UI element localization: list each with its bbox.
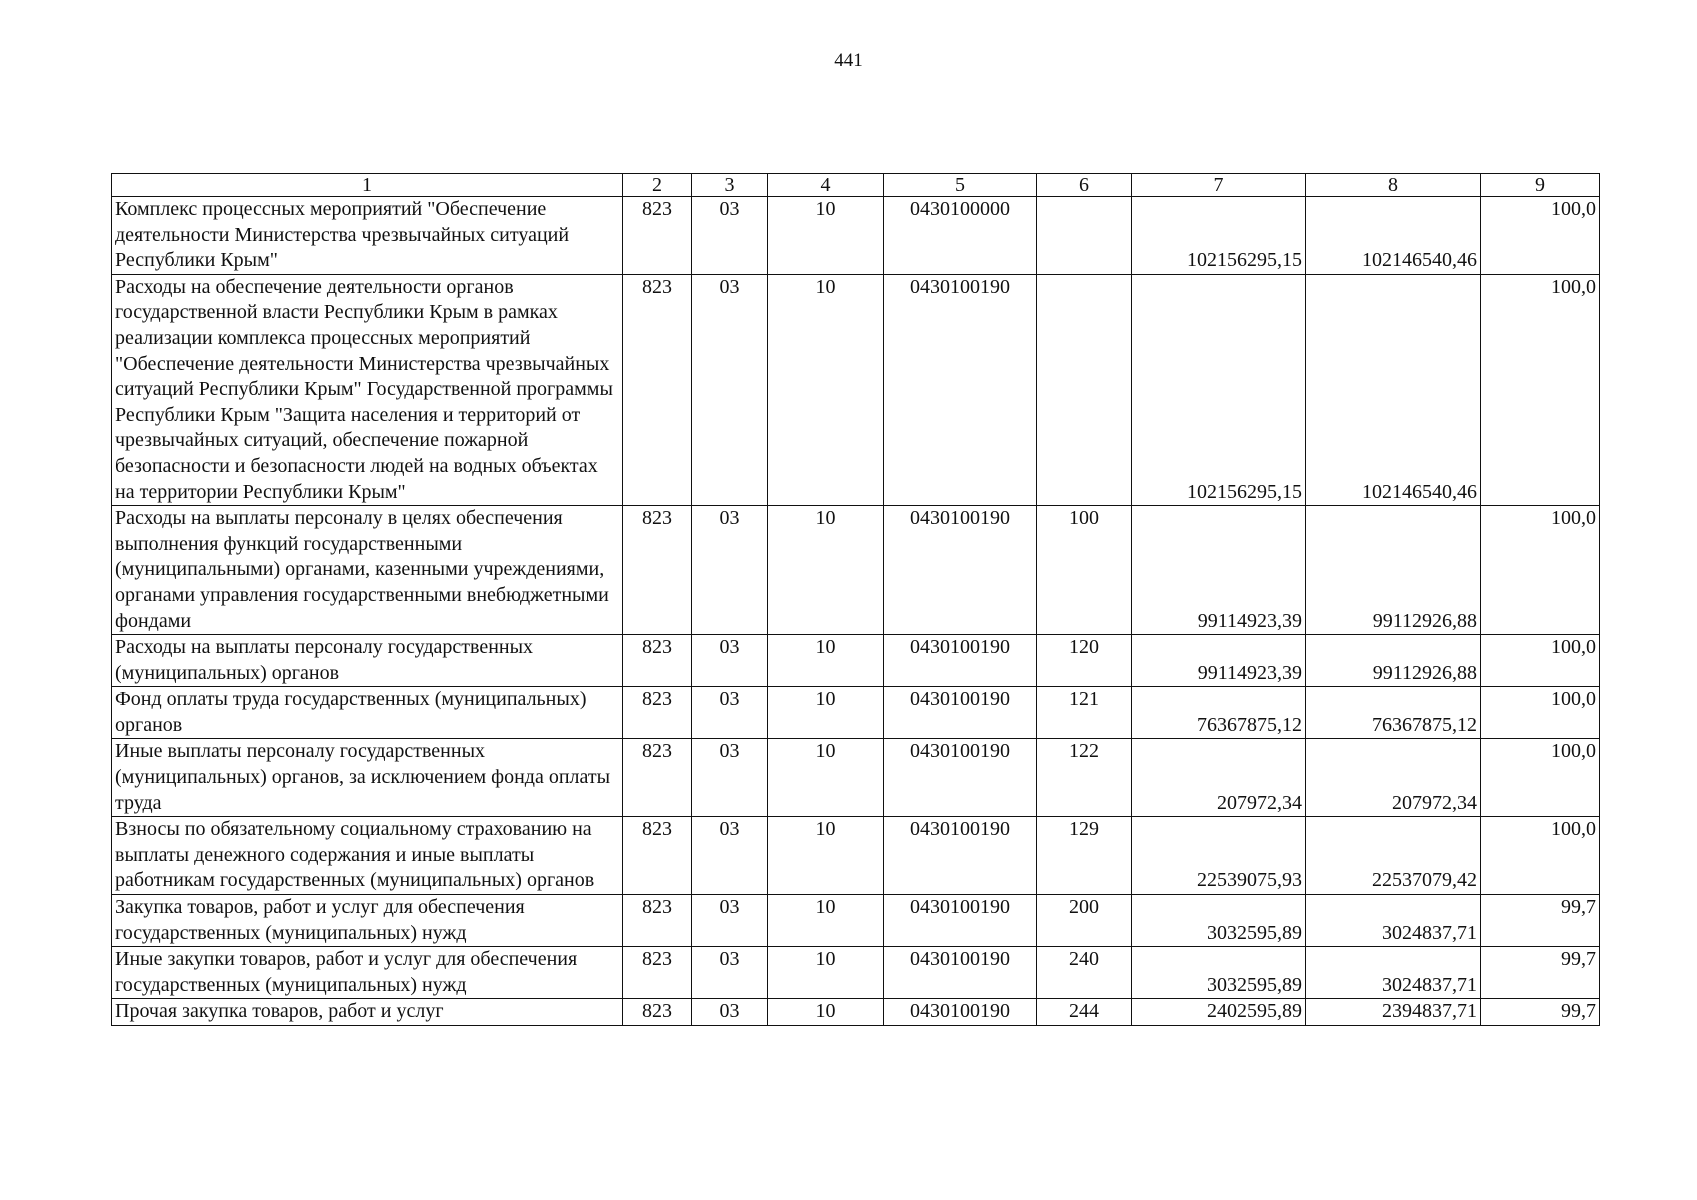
- row-name: Закупка товаров, работ и услуг для обеспечения государственных (муниципальных) нужд: [112, 895, 623, 947]
- cell-code-4: 10: [768, 817, 884, 895]
- cell-amount-7: 99114923,39: [1132, 635, 1306, 687]
- cell-amount-8: 3024837,71: [1306, 895, 1481, 947]
- table-row: [112, 817, 1600, 895]
- table-row: [112, 274, 1600, 505]
- table-row: [112, 999, 1600, 1026]
- column-header: 1: [112, 174, 623, 197]
- cell-code-3: 03: [692, 739, 768, 817]
- cell-percent-9: 100,0: [1481, 274, 1600, 505]
- cell-amount-8: 76367875,12: [1306, 687, 1481, 739]
- cell-amount-7: 99114923,39: [1132, 506, 1306, 635]
- column-header: 2: [623, 174, 692, 197]
- row-name: Расходы на обеспечение деятельности органов государственной власти Республики Крым в рамках реализации комплекса процессных мероприятий "Обеспечение деятельности Министерства чрезвычайных ситуаций Республики Крым" Государственной программы Республики Крым "Защита населения и территорий от чрезвычайных ситуаций, обеспечение пожарной безопасности и безопасности людей на водных объектах на территории Республики Крым": [112, 274, 623, 505]
- cell-code-5: 0430100190: [884, 999, 1037, 1026]
- cell-percent-9: 99,7: [1481, 895, 1600, 947]
- cell-code-2: 823: [623, 687, 692, 739]
- row-name: Иные закупки товаров, работ и услуг для обеспечения государственных (муниципальных) нужд: [112, 947, 623, 999]
- cell-code-6: 120: [1037, 635, 1132, 687]
- column-header: 3: [692, 174, 768, 197]
- cell-code-3: 03: [692, 999, 768, 1026]
- cell-code-6: 100: [1037, 506, 1132, 635]
- cell-code-3: 03: [692, 817, 768, 895]
- cell-code-6: 122: [1037, 739, 1132, 817]
- table-row: [112, 739, 1600, 817]
- cell-percent-9: 99,7: [1481, 947, 1600, 999]
- cell-percent-9: 100,0: [1481, 739, 1600, 817]
- cell-amount-7: 3032595,89: [1132, 947, 1306, 999]
- cell-amount-8: 102146540,46: [1306, 197, 1481, 275]
- row-name: Иные выплаты персоналу государственных (муниципальных) органов, за исключением фонда оплаты труда: [112, 739, 623, 817]
- cell-code-5: 0430100190: [884, 635, 1037, 687]
- cell-percent-9: 99,7: [1481, 999, 1600, 1026]
- cell-code-2: 823: [623, 947, 692, 999]
- column-header: 6: [1037, 174, 1132, 197]
- cell-code-2: 823: [623, 635, 692, 687]
- cell-code-3: 03: [692, 506, 768, 635]
- cell-code-5: 0430100000: [884, 197, 1037, 275]
- cell-percent-9: 100,0: [1481, 197, 1600, 275]
- row-name: Комплекс процессных мероприятий "Обеспечение деятельности Министерства чрезвычайных ситуаций Республики Крым": [112, 197, 623, 275]
- cell-code-6: 121: [1037, 687, 1132, 739]
- cell-code-5: 0430100190: [884, 895, 1037, 947]
- cell-code-3: 03: [692, 947, 768, 999]
- cell-code-6: [1037, 274, 1132, 505]
- cell-amount-8: 22537079,42: [1306, 817, 1481, 895]
- cell-code-5: 0430100190: [884, 274, 1037, 505]
- row-name: Фонд оплаты труда государственных (муниципальных) органов: [112, 687, 623, 739]
- cell-code-3: 03: [692, 687, 768, 739]
- cell-percent-9: 100,0: [1481, 635, 1600, 687]
- cell-code-6: 240: [1037, 947, 1132, 999]
- table-row: [112, 687, 1600, 739]
- column-header: 5: [884, 174, 1037, 197]
- cell-code-4: 10: [768, 274, 884, 505]
- row-name: Расходы на выплаты персоналу государственных (муниципальных) органов: [112, 635, 623, 687]
- cell-amount-7: 76367875,12: [1132, 687, 1306, 739]
- table-row: [112, 635, 1600, 687]
- cell-code-4: 10: [768, 947, 884, 999]
- column-header: 4: [768, 174, 884, 197]
- cell-code-2: 823: [623, 895, 692, 947]
- row-name: Расходы на выплаты персоналу в целях обеспечения выполнения функций государственными (муниципальными) органами, казенными учреждениями, органами управления государственными внебюджетными фондами: [112, 506, 623, 635]
- table-row: [112, 895, 1600, 947]
- row-name: Взносы по обязательному социальному страхованию на выплаты денежного содержания и иные выплаты работникам государственных (муниципальных) органов: [112, 817, 623, 895]
- cell-amount-7: 102156295,15: [1132, 197, 1306, 275]
- cell-code-3: 03: [692, 274, 768, 505]
- cell-code-5: 0430100190: [884, 817, 1037, 895]
- table-row: [112, 506, 1600, 635]
- column-header: 8: [1306, 174, 1481, 197]
- cell-amount-8: 3024837,71: [1306, 947, 1481, 999]
- cell-code-4: 10: [768, 197, 884, 275]
- cell-code-3: 03: [692, 197, 768, 275]
- cell-amount-8: 99112926,88: [1306, 635, 1481, 687]
- table-row: [112, 197, 1600, 275]
- cell-code-4: 10: [768, 739, 884, 817]
- column-header: 9: [1481, 174, 1600, 197]
- cell-code-5: 0430100190: [884, 687, 1037, 739]
- cell-code-2: 823: [623, 999, 692, 1026]
- cell-code-4: 10: [768, 999, 884, 1026]
- table-row: [112, 947, 1600, 999]
- cell-code-2: 823: [623, 197, 692, 275]
- cell-percent-9: 100,0: [1481, 817, 1600, 895]
- column-header: 7: [1132, 174, 1306, 197]
- cell-code-6: 129: [1037, 817, 1132, 895]
- cell-amount-8: 207972,34: [1306, 739, 1481, 817]
- budget-table: [111, 173, 1600, 1026]
- cell-amount-7: 2402595,89: [1132, 999, 1306, 1026]
- cell-code-2: 823: [623, 274, 692, 505]
- row-name: Прочая закупка товаров, работ и услуг: [112, 999, 623, 1026]
- cell-amount-8: 102146540,46: [1306, 274, 1481, 505]
- cell-code-5: 0430100190: [884, 506, 1037, 635]
- cell-code-3: 03: [692, 635, 768, 687]
- cell-code-2: 823: [623, 739, 692, 817]
- cell-code-2: 823: [623, 817, 692, 895]
- cell-code-6: [1037, 197, 1132, 275]
- cell-code-4: 10: [768, 895, 884, 947]
- cell-percent-9: 100,0: [1481, 506, 1600, 635]
- cell-amount-8: 99112926,88: [1306, 506, 1481, 635]
- cell-code-3: 03: [692, 895, 768, 947]
- cell-code-6: 244: [1037, 999, 1132, 1026]
- header-row: [112, 174, 1600, 197]
- cell-amount-7: 22539075,93: [1132, 817, 1306, 895]
- cell-code-4: 10: [768, 687, 884, 739]
- cell-code-5: 0430100190: [884, 739, 1037, 817]
- page-number: 441: [834, 50, 863, 71]
- cell-amount-8: 2394837,71: [1306, 999, 1481, 1026]
- cell-percent-9: 100,0: [1481, 687, 1600, 739]
- cell-code-5: 0430100190: [884, 947, 1037, 999]
- cell-code-6: 200: [1037, 895, 1132, 947]
- cell-code-4: 10: [768, 635, 884, 687]
- cell-code-2: 823: [623, 506, 692, 635]
- cell-code-4: 10: [768, 506, 884, 635]
- cell-amount-7: 3032595,89: [1132, 895, 1306, 947]
- cell-amount-7: 102156295,15: [1132, 274, 1306, 505]
- cell-amount-7: 207972,34: [1132, 739, 1306, 817]
